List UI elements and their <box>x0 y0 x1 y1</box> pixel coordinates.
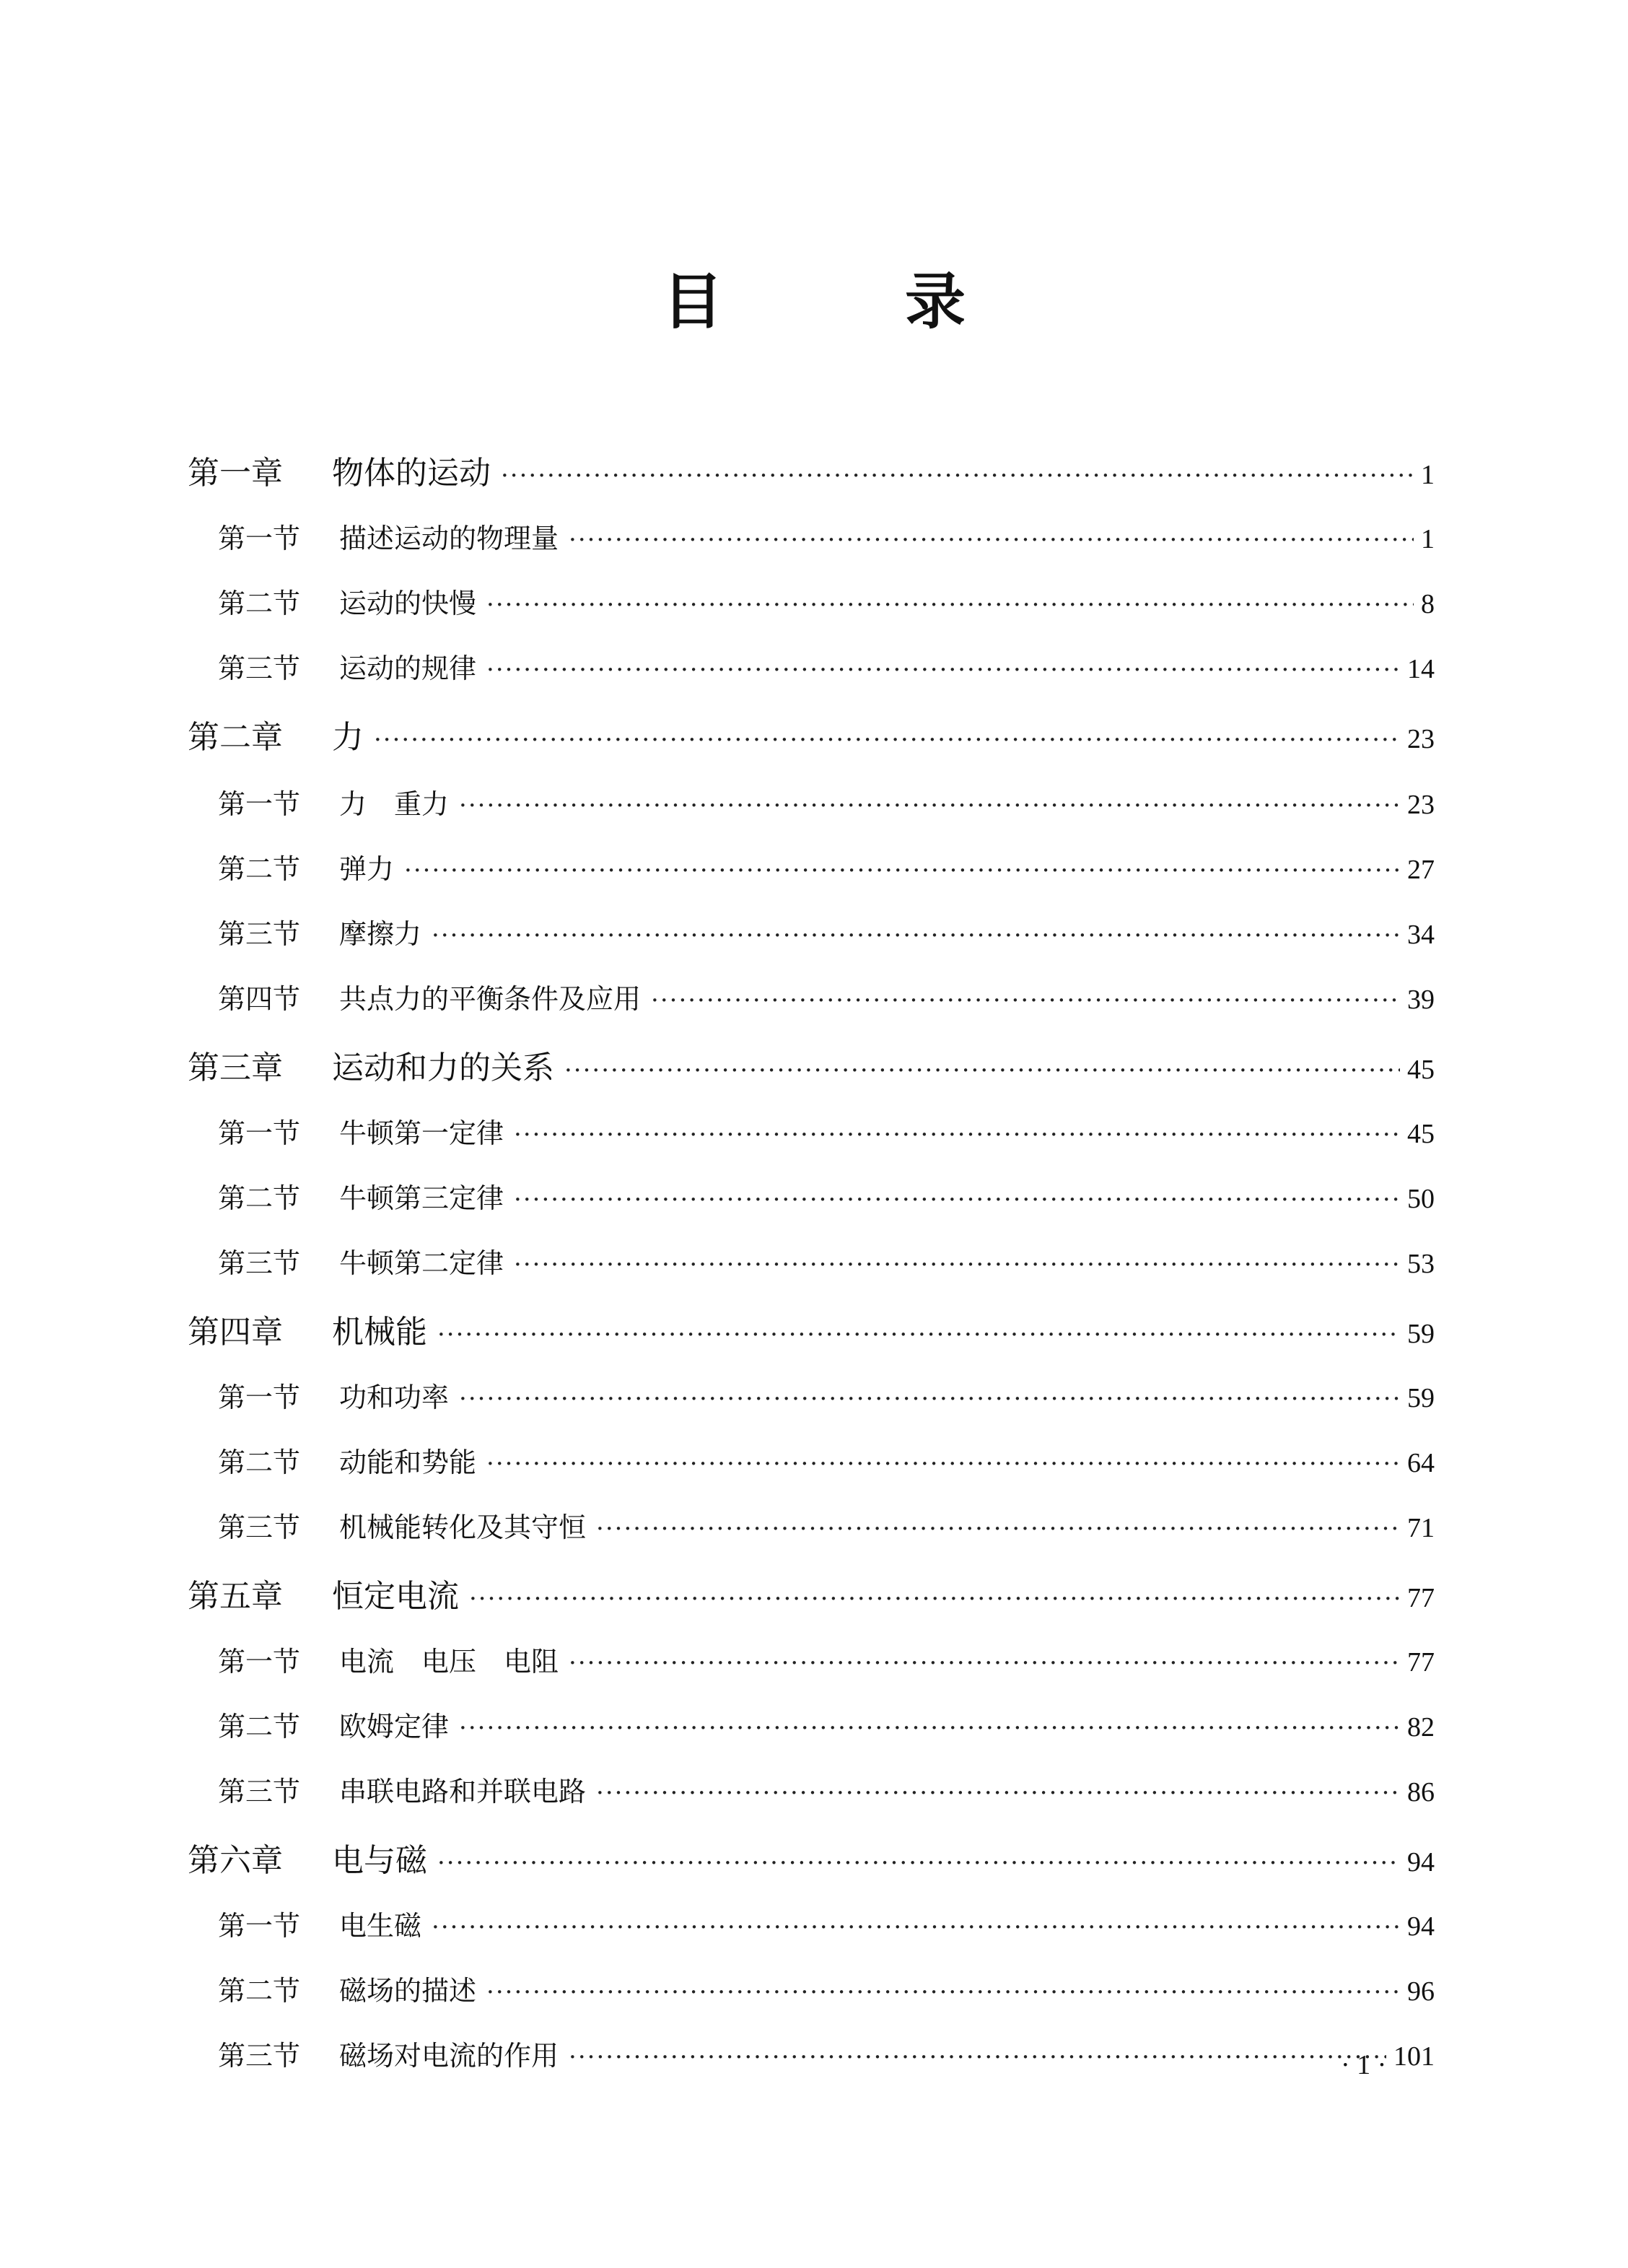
toc-page-number: 94 <box>1407 1847 1435 1877</box>
toc-section-entry[interactable] <box>218 1507 1435 1548</box>
toc-label: 第三节 <box>218 1247 301 1279</box>
toc-section-entry[interactable] <box>218 1243 1435 1283</box>
dot-leader <box>569 1651 1400 1675</box>
toc-page-number: 1 <box>1421 524 1435 554</box>
toc-page-number: 14 <box>1407 654 1435 684</box>
toc-label: 第二节 <box>218 1447 301 1478</box>
toc-page-number: 77 <box>1407 1583 1435 1613</box>
toc-label: 第一节 <box>218 1117 301 1149</box>
toc-title: 电与磁 <box>332 1842 427 1879</box>
toc-title: 牛顿第二定律 <box>339 1247 504 1279</box>
toc-section-entry[interactable] <box>218 784 1435 824</box>
toc-label: 第三节 <box>218 2040 301 2072</box>
dot-leader <box>651 988 1400 1013</box>
toc-title: 动能和势能 <box>339 1447 477 1478</box>
dot-leader <box>501 463 1414 488</box>
dot-leader <box>374 728 1400 752</box>
toc-title: 功和功率 <box>339 1382 450 1413</box>
dot-leader <box>596 1781 1400 1805</box>
dot-leader <box>459 793 1400 818</box>
page-title: 目 录 <box>662 266 1026 337</box>
toc-label: 第五章 <box>188 1578 283 1615</box>
toc-chapter-entry[interactable] <box>188 1839 1435 1883</box>
dot-leader <box>459 1716 1400 1740</box>
toc-label: 第一章 <box>188 455 283 492</box>
toc-label: 第一节 <box>218 1646 301 1678</box>
toc-title: 运动和力的关系 <box>332 1050 554 1086</box>
toc-label: 第二节 <box>218 1975 301 2007</box>
toc-page-number: 8 <box>1421 589 1435 619</box>
toc-section-entry[interactable] <box>218 2036 1435 2076</box>
toc-title: 欧姆定律 <box>339 1711 450 1743</box>
toc-page-number: 94 <box>1407 1911 1435 1942</box>
toc-section-entry[interactable] <box>218 1442 1435 1483</box>
toc-section-entry[interactable] <box>218 518 1435 559</box>
toc-label: 第三节 <box>218 1512 301 1543</box>
dot-leader <box>437 1851 1400 1875</box>
toc-label: 第四章 <box>188 1314 283 1351</box>
toc-label: 第三节 <box>218 1776 301 1807</box>
toc-title: 机械能 <box>332 1314 427 1351</box>
dot-leader <box>514 1187 1400 1212</box>
dot-leader <box>469 1587 1400 1611</box>
dot-leader <box>564 1058 1400 1083</box>
toc-title: 磁场对电流的作用 <box>339 2040 559 2072</box>
toc-page-number: 77 <box>1407 1647 1435 1678</box>
toc-page-number: 53 <box>1407 1249 1435 1279</box>
toc-chapter-entry[interactable] <box>188 1047 1435 1090</box>
toc-title: 电流 电压 电阻 <box>339 1646 559 1678</box>
dot-leader <box>486 1980 1400 2005</box>
toc-title: 运动的快慢 <box>339 588 477 619</box>
toc-label: 第一节 <box>218 523 301 554</box>
toc-label: 第二节 <box>218 588 301 619</box>
toc-title: 弹力 <box>339 853 395 885</box>
toc-page-number: 34 <box>1407 920 1435 950</box>
toc-page-number: 64 <box>1407 1448 1435 1478</box>
toc-label: 第二节 <box>218 853 301 885</box>
dot-leader <box>486 658 1400 682</box>
toc-page-number: 45 <box>1407 1055 1435 1085</box>
toc-label: 第一节 <box>218 1382 301 1413</box>
toc-section-entry[interactable] <box>218 1178 1435 1218</box>
toc-page-number: 96 <box>1407 1976 1435 2007</box>
toc-title: 摩擦力 <box>339 918 422 950</box>
toc-section-entry[interactable] <box>218 914 1435 954</box>
toc-page-number: 50 <box>1407 1184 1435 1214</box>
toc-title: 牛顿第三定律 <box>339 1182 504 1214</box>
toc-page-number: 59 <box>1407 1319 1435 1349</box>
toc-page-number: 23 <box>1407 724 1435 754</box>
toc-label: 第四节 <box>218 983 301 1015</box>
toc-page-number: 27 <box>1407 855 1435 885</box>
toc-label: 第三节 <box>218 918 301 950</box>
toc-page-number: 39 <box>1407 985 1435 1015</box>
toc-title: 力 重力 <box>339 788 450 820</box>
toc-title: 恒定电流 <box>332 1578 459 1615</box>
toc-section-entry[interactable] <box>218 1113 1435 1153</box>
dot-leader <box>569 2045 1386 2069</box>
toc-page-number: 23 <box>1407 790 1435 820</box>
toc-title: 机械能转化及其守恒 <box>339 1512 587 1543</box>
toc-title: 共点力的平衡条件及应用 <box>339 983 642 1015</box>
toc-section-entry[interactable] <box>218 648 1435 689</box>
toc-title: 物体的运动 <box>332 455 491 492</box>
toc-title: 运动的规律 <box>339 653 477 684</box>
dot-leader <box>569 528 1414 552</box>
toc-section-entry[interactable] <box>218 1906 1435 1946</box>
toc-chapter-entry[interactable] <box>188 1575 1435 1618</box>
toc-section-entry[interactable] <box>218 1641 1435 1682</box>
dot-leader <box>437 1322 1400 1347</box>
toc-page-number: 45 <box>1407 1119 1435 1149</box>
toc-section-entry[interactable] <box>218 1771 1435 1812</box>
toc-section-entry[interactable] <box>218 1706 1435 1747</box>
toc-section-entry[interactable] <box>218 849 1435 889</box>
toc-label: 第三章 <box>188 1050 283 1086</box>
toc-page-number: 71 <box>1407 1513 1435 1543</box>
toc-chapter-entry[interactable] <box>188 716 1435 759</box>
toc-page-number: 1 <box>1421 460 1435 490</box>
toc-label: 第二节 <box>218 1711 301 1743</box>
toc-label: 第二节 <box>218 1182 301 1214</box>
toc-page-number: 101 <box>1393 2041 1435 2072</box>
toc-label: 第三节 <box>218 653 301 684</box>
toc-page-number: 59 <box>1407 1383 1435 1413</box>
toc-page-number: 82 <box>1407 1712 1435 1743</box>
dot-leader <box>404 858 1400 883</box>
dot-leader <box>432 1915 1400 1940</box>
dot-leader <box>459 1387 1400 1411</box>
toc-section-entry[interactable] <box>218 1971 1435 2011</box>
toc-label: 第一节 <box>218 1910 301 1942</box>
toc-label: 第一节 <box>218 788 301 820</box>
toc-chapter-entry[interactable] <box>188 452 1435 495</box>
toc-page-number: 86 <box>1407 1777 1435 1807</box>
toc-title: 牛顿第一定律 <box>339 1117 504 1149</box>
page-number-footer: · 1 · <box>1341 2050 1387 2080</box>
dot-leader <box>514 1252 1400 1277</box>
dot-leader <box>432 923 1400 948</box>
toc-title: 电生磁 <box>339 1910 422 1942</box>
dot-leader <box>486 1452 1400 1476</box>
toc-label: 第二章 <box>188 719 283 756</box>
toc-title: 描述运动的物理量 <box>339 523 559 554</box>
dot-leader <box>596 1517 1400 1541</box>
toc-title: 力 <box>332 719 364 756</box>
toc-section-entry[interactable] <box>218 1377 1435 1418</box>
toc-section-entry[interactable] <box>218 583 1435 624</box>
toc-title: 磁场的描述 <box>339 1975 477 2007</box>
dot-leader <box>514 1122 1400 1147</box>
toc-section-entry[interactable] <box>218 979 1435 1019</box>
dot-leader <box>486 593 1414 617</box>
toc-chapter-entry[interactable] <box>188 1311 1435 1354</box>
toc-title: 串联电路和并联电路 <box>339 1776 587 1807</box>
toc-label: 第六章 <box>188 1842 283 1879</box>
